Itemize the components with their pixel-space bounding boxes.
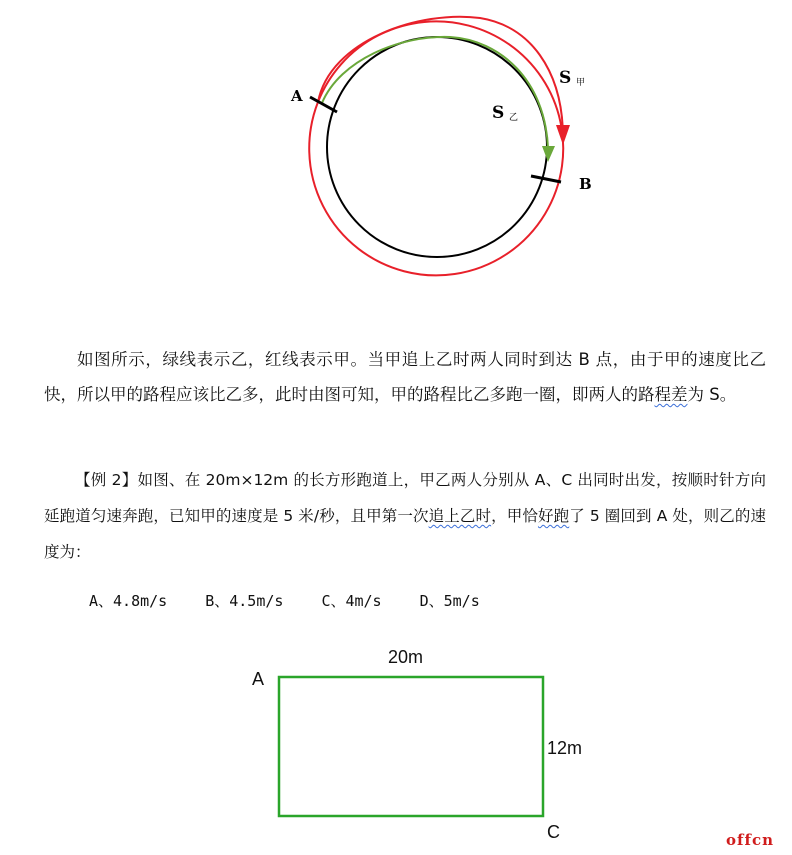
corner-a-label: A <box>252 669 265 689</box>
example-2-wavy-2: 好跑 <box>537 507 570 525</box>
label-s-jia-sub: 甲 <box>576 78 586 88</box>
example-2-text-1: 【例 2】如图、在 20m×12m 的长方形跑道上，甲乙两人分别从 A、C 出同时出发，按顺时针方向延跑道匀速奔跑，已知甲的速度是 5 米/秒，且甲第一次 <box>44 471 766 525</box>
inner-track-circle <box>327 37 547 257</box>
option-d: D、5m/s <box>419 592 480 610</box>
yi-path-green <box>322 37 548 148</box>
label-a: A <box>291 87 303 105</box>
yi-arrowhead <box>542 146 555 162</box>
corner-c-label: C <box>547 822 560 842</box>
label-s-jia: S <box>559 68 572 88</box>
option-c: C、4m/s <box>321 592 382 610</box>
jia-arrowhead <box>556 125 570 145</box>
label-s-yi: S <box>492 103 505 123</box>
example-2-wavy-1: 追上乙时 <box>428 507 492 525</box>
label-b: B <box>579 175 592 193</box>
label-s-yi-sub: 乙 <box>509 113 519 123</box>
explanation-paragraph <box>44 342 766 412</box>
marker-b <box>531 176 561 182</box>
jia-path-outer-red <box>318 17 563 135</box>
rectangle-track <box>279 677 543 816</box>
circular-track-figure <box>0 0 792 330</box>
top-side-label: 20m <box>388 647 424 667</box>
option-a: A、4.8m/s <box>89 592 168 610</box>
explanation-text: 如图所示，绿线表示乙，红线表示甲。当甲追上乙时两人同时到达 B 点，由于甲的速度比乙快，所以甲的路程应该比乙多，此时由图可知，甲的路程比乙多跑一圈，即两人的路 <box>44 350 766 404</box>
example-2-text-3: 了 5 圈回到 A 处，则乙的速度为： <box>44 507 766 561</box>
right-side-label: 12m <box>547 738 583 758</box>
example-2-question <box>44 462 766 570</box>
answer-options <box>89 590 518 611</box>
explanation-wavy-text: 程差 <box>654 385 688 404</box>
example-2-text-2: ，甲恰 <box>491 507 538 525</box>
option-b: B、4.5m/s <box>205 592 284 610</box>
explanation-text-end: 为 S。 <box>687 385 737 404</box>
offcn-watermark: offcn <box>726 831 774 849</box>
jia-path-red <box>309 21 563 275</box>
